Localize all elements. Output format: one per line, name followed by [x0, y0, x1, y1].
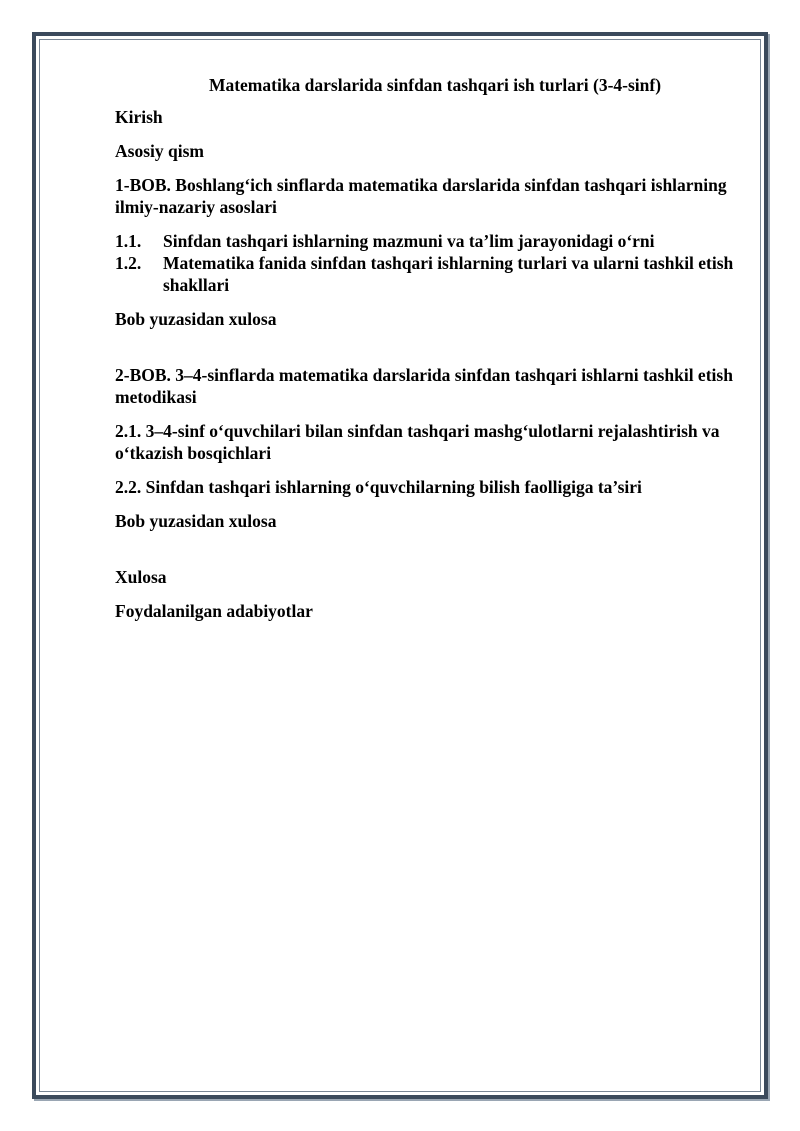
section-number: 1.2. — [115, 253, 142, 273]
section-1-2 — [115, 252, 745, 296]
spacer — [115, 342, 745, 364]
section-2-2: 2.2. Sinfdan tashqari ishlarning o‘quvchilarning bilish faolligiga ta’siri — [115, 477, 642, 497]
document-title: Matematika darslarida sinfdan tashqari ish turlari (3-4-sinf) — [208, 75, 662, 95]
chapter2-conclusion: Bob yuzasidan xulosa — [115, 511, 277, 531]
spacer — [115, 544, 745, 566]
chapter1-sections — [115, 230, 745, 296]
final-conclusion-entry: Xulosa — [115, 567, 167, 587]
main-part-entry: Asosiy qism — [115, 141, 204, 161]
chapter1-conclusion: Bob yuzasidan xulosa — [115, 309, 277, 329]
section-number: 1.1. — [115, 231, 142, 251]
section-title: Matematika fanida sinfdan tashqari ishlarning turlari va ularni tashkil etish shakllari — [163, 253, 734, 295]
intro-entry: Kirish — [115, 107, 163, 127]
chapter1-heading: 1-BOB. Boshlang‘ich sinflarda matematika darslarida sinfdan tashqari ishlarning ilmiy-nazariy asoslari — [115, 175, 727, 217]
references-entry: Foydalanilgan adabiyotlar — [115, 601, 313, 621]
section-1-1 — [115, 230, 745, 252]
table-of-contents — [115, 74, 745, 634]
chapter2-heading: 2-BOB. 3–4-sinflarda matematika darslarida sinfdan tashqari ishlarni tashkil etish metodikasi — [115, 365, 733, 407]
section-title: Sinfdan tashqari ishlarning mazmuni va ta’lim jarayonidagi o‘rni — [163, 231, 655, 251]
section-2-1: 2.1. 3–4-sinf o‘quvchilari bilan sinfdan tashqari mashg‘ulotlarni rejalashtirish va o‘tkazish bosqichlari — [115, 421, 720, 463]
